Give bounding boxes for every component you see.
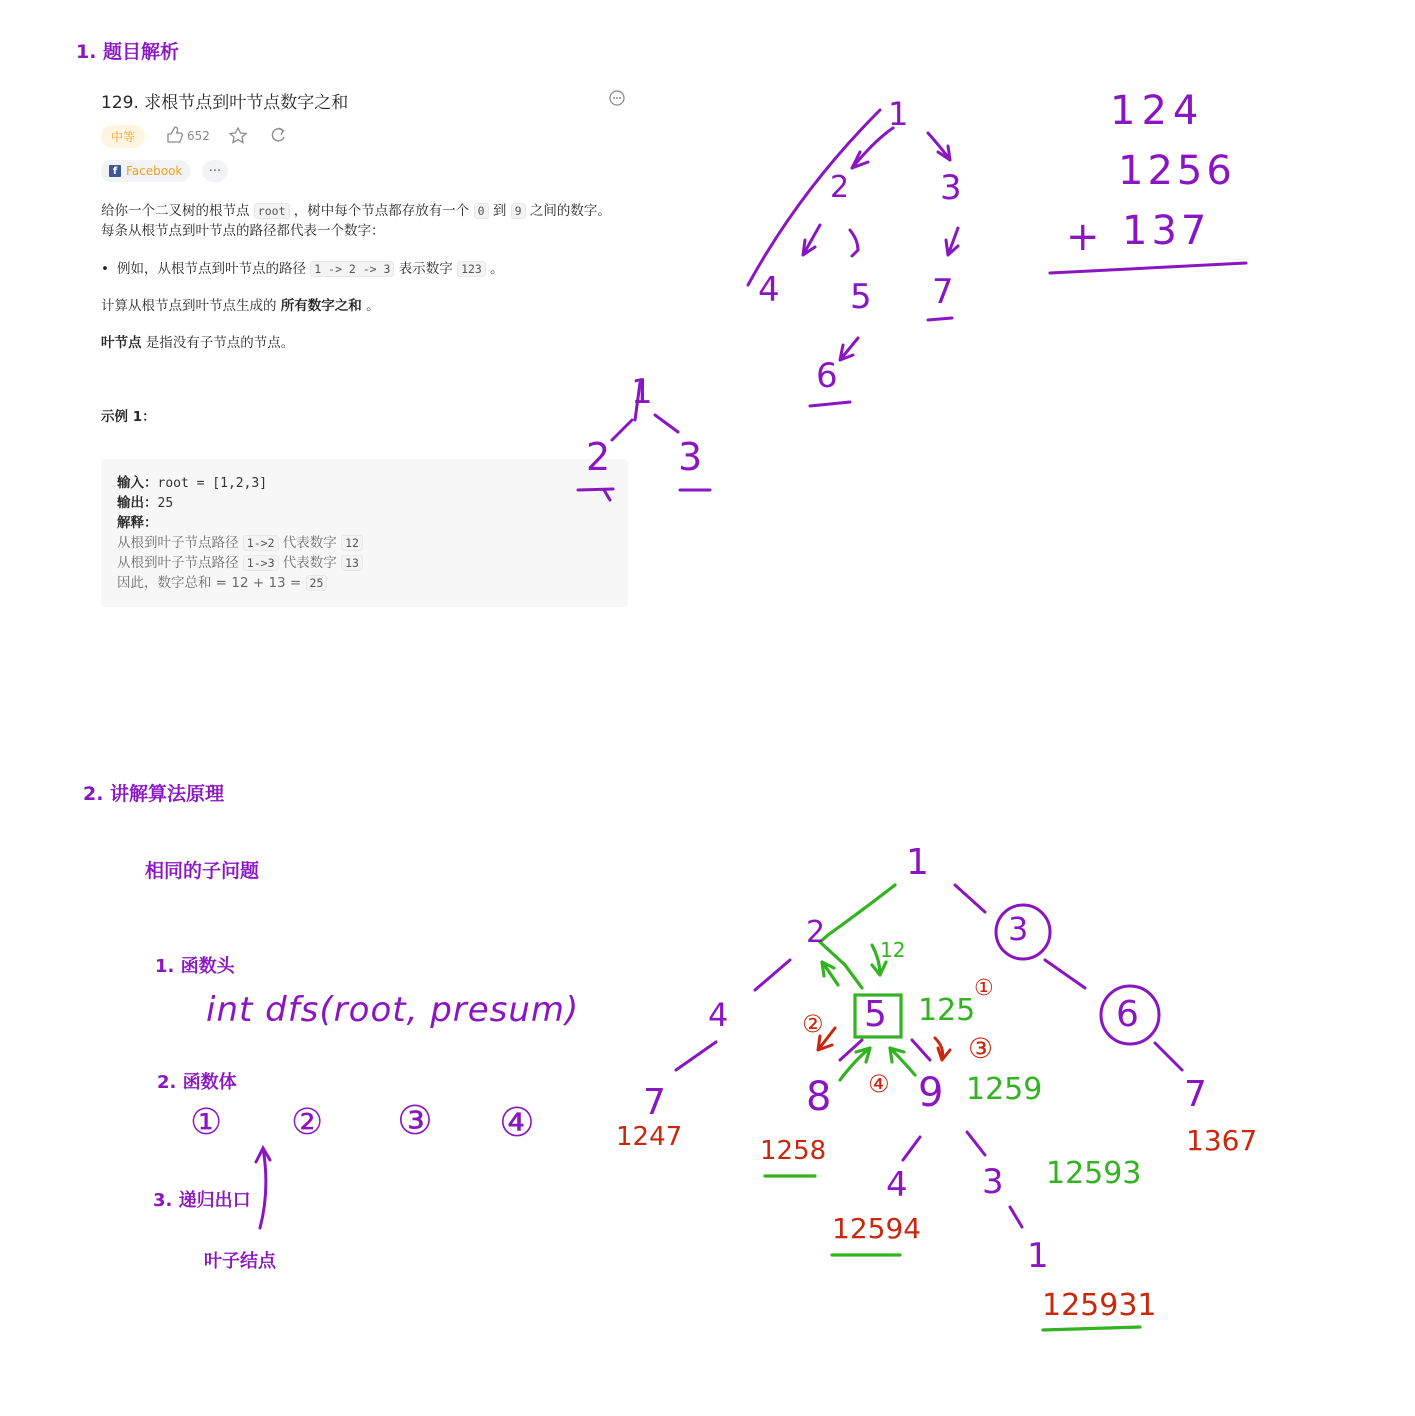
circled-step-3: ③ bbox=[397, 1098, 433, 1144]
top-node-7: 7 bbox=[932, 272, 954, 312]
more-options-icon[interactable] bbox=[610, 91, 624, 105]
bottom-node-5: 5 bbox=[864, 994, 887, 1035]
step-recursion-exit: 3. 递归出口 bbox=[153, 1190, 251, 1211]
green-presum-1259: 1259 bbox=[966, 1072, 1043, 1107]
example-input: 输入：root = [1,2,3] bbox=[117, 475, 268, 491]
red-marker-1: ① bbox=[974, 976, 994, 1001]
circled-step-2: ② bbox=[291, 1102, 324, 1143]
green-presum-125: 125 bbox=[918, 993, 976, 1028]
sum-plus: + bbox=[1066, 214, 1100, 260]
section-2-title: 2. 讲解算法原理 bbox=[83, 783, 225, 805]
code-root: root bbox=[254, 203, 290, 219]
top-node-5: 5 bbox=[850, 277, 872, 317]
example-explain-line-3: 因此，数字总和 = 12 + 13 = 25 bbox=[117, 573, 327, 593]
example-box bbox=[101, 459, 628, 607]
leaf-node-label: 叶子结点 bbox=[204, 1251, 276, 1272]
sum-instruction: 计算从根节点到叶节点生成的 所有数字之和 。 bbox=[101, 298, 380, 314]
red-path-12594: 12594 bbox=[832, 1212, 922, 1245]
bottom-node-6: 6 bbox=[1116, 994, 1139, 1035]
bottom-node-8: 8 bbox=[806, 1074, 832, 1120]
sum-row-3: 137 bbox=[1122, 208, 1211, 254]
share-icon[interactable] bbox=[272, 128, 284, 141]
sum-row-2: 1256 bbox=[1118, 148, 1236, 194]
description-line-1: 给你一个二叉树的根节点 root ，树中每个节点都存放有一个 0 到 9 之间的数字。 bbox=[101, 203, 611, 219]
bottom-node-9: 9 bbox=[918, 1070, 944, 1116]
step-func-body: 2. 函数体 bbox=[157, 1072, 237, 1093]
red-path-1258: 1258 bbox=[760, 1136, 827, 1166]
bottom-node-3-deep: 3 bbox=[982, 1162, 1004, 1202]
sum-row-1: 124 bbox=[1110, 88, 1205, 134]
section-1-title: 1. 题目解析 bbox=[76, 41, 180, 63]
bottom-node-1: 1 bbox=[906, 842, 929, 883]
top-node-1: 1 bbox=[888, 95, 909, 133]
red-path-1247: 1247 bbox=[616, 1122, 683, 1152]
green-presum-12593: 12593 bbox=[1046, 1156, 1142, 1191]
company-tag-label: Facebook bbox=[126, 164, 183, 178]
more-tags-button[interactable]: ··· bbox=[202, 160, 228, 182]
circled-step-4: ④ bbox=[499, 1100, 535, 1146]
bottom-node-4-deep: 4 bbox=[886, 1165, 908, 1205]
subproblem-title: 相同的子问题 bbox=[145, 860, 260, 882]
function-signature: int dfs(root, presum) bbox=[206, 990, 580, 1030]
small-node-3: 3 bbox=[678, 435, 703, 479]
company-tag-facebook[interactable] bbox=[101, 160, 190, 182]
small-node-1: 1 bbox=[631, 372, 653, 412]
leaf-definition: 叶节点 是指没有子节点的节点。 bbox=[101, 335, 295, 351]
sum-underline bbox=[1050, 263, 1246, 273]
example-explain-label: 解释： bbox=[117, 515, 158, 531]
bottom-node-7-right: 7 bbox=[1184, 1074, 1207, 1115]
example-title: 示例 1： bbox=[101, 409, 156, 425]
red-marker-4: ④ bbox=[868, 1070, 890, 1098]
recursion-exit-arrow bbox=[256, 1148, 270, 1228]
example-output: 输出：25 bbox=[117, 495, 174, 511]
thumbs-up-icon[interactable] bbox=[168, 127, 182, 142]
bottom-node-4: 4 bbox=[708, 996, 729, 1034]
difficulty-badge: 中等 bbox=[101, 125, 145, 148]
bottom-node-3: 3 bbox=[1008, 910, 1029, 948]
star-icon[interactable] bbox=[230, 128, 246, 143]
small-node-2: 2 bbox=[586, 435, 611, 479]
top-node-3: 3 bbox=[940, 168, 962, 208]
example-explain-line-1: 从根到叶子节点路径 1->2 代表数字 12 bbox=[117, 533, 363, 553]
bottom-node-1-deep: 1 bbox=[1027, 1236, 1049, 1276]
red-marker-2: ② bbox=[802, 1010, 824, 1038]
step-func-head: 1. 函数头 bbox=[155, 956, 235, 977]
red-path-125931: 125931 bbox=[1042, 1288, 1157, 1323]
bottom-node-2: 2 bbox=[806, 915, 826, 950]
bullet-example: • 例如，从根节点到叶节点的路径 1 -> 2 -> 3 表示数字 123 。 bbox=[101, 261, 504, 277]
top-tree-edge-root-left bbox=[748, 110, 880, 285]
description-line-2: 每条从根节点到叶节点的路径都代表一个数字： bbox=[101, 223, 385, 239]
likes-count: 652 bbox=[187, 129, 210, 143]
example-explain-line-2: 从根到叶子节点路径 1->3 代表数字 13 bbox=[117, 553, 363, 573]
problem-title[interactable]: 129. 求根节点到叶节点数字之和 bbox=[101, 93, 349, 113]
green-presum-12: 12 bbox=[880, 938, 906, 962]
facebook-icon: f bbox=[109, 165, 121, 177]
top-node-4: 4 bbox=[758, 270, 780, 310]
bottom-node-7-left: 7 bbox=[643, 1082, 666, 1123]
red-path-1367: 1367 bbox=[1186, 1124, 1258, 1157]
bullet-dot: • bbox=[101, 261, 109, 277]
red-marker-3: ③ bbox=[968, 1032, 994, 1065]
top-node-2: 2 bbox=[830, 170, 850, 205]
top-node-6: 6 bbox=[816, 356, 838, 396]
circled-step-1: ① bbox=[190, 1102, 223, 1143]
